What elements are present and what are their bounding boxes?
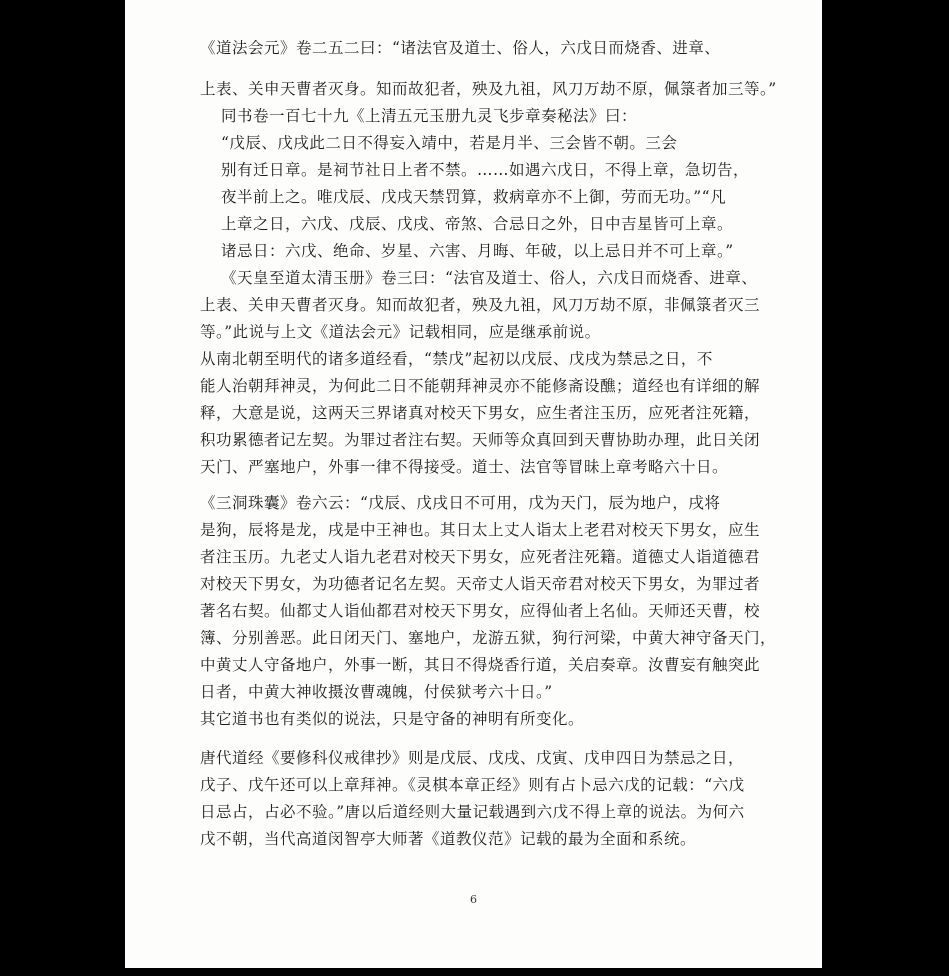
text-line: 能人治朝拜神灵，为何此二日不能朝拜神灵亦不能修斋设醮；道经也有详细的解 [200, 377, 761, 395]
text-line: 日者，中黄大神收摄汝曹魂魄，付侯狱考六十日。” [200, 683, 553, 701]
text-line: 释，大意是说，这两天三界诸真对校天下男女，应生者注玉历，应死者注死籍， [200, 404, 761, 422]
text-line: 唐代道经《要修科仪戒律抄》则是戊辰、戊戌、戊寅、戊申四日为禁忌之日， [200, 749, 745, 767]
text-line: 《三洞珠囊》卷六云：“戊辰、戊戌日不可用，戊为天门，辰为地户，戌将 [200, 494, 721, 512]
text-line: 《道法会元》卷二五二曰：“诸法官及道士、俗人，六戊日而烧香、进章、 [200, 39, 721, 57]
text-line: 中黄丈人守备地户，外事一断，其日不得烧香行道，关启奏章。汝曹妄有触突此 [200, 656, 761, 674]
text-line: 诸忌日：六戊、绝命、岁星、六害、月晦、年破，以上忌日并不可上章。” [221, 242, 734, 260]
text-line: 上表、关申天曹者灭身。知而故犯者，殃及九祖，风刀万劫不原，佩箓者加三等。” [200, 80, 777, 98]
text-line: 簿、分别善恶。此日闭天门、塞地户，龙游五狱，狗行河梁，中黄大神守备天门， [200, 629, 777, 647]
text-line: 夜半前上之。唯戊辰、戊戌天禁罚算，救病章亦不上御，劳而无功。”“凡 [221, 188, 727, 206]
text-line: 从南北朝至明代的诸多道经看，“禁戊”起初以戊辰、戊戌为禁忌之日，不 [200, 350, 713, 368]
text-line: 戊子、戊午还可以上章拜神。《灵棋本章正经》则有占卜忌六戊的记载：“六戊 [200, 776, 745, 794]
text-line: 上章之日，六戊、戊辰、戊戌、帝煞、合忌日之外，日中吉星皆可上章。 [221, 215, 734, 233]
text-line: 者注玉历。九老丈人诣九老君对校天下男女，应死者注死籍。道德丈人诣道德君 [200, 548, 761, 566]
page-number: 6 [470, 893, 477, 906]
text-line: 积功累德者记左契。为罪过者注右契。天师等众真回到天曹协助办理，此日关闭 [200, 431, 761, 449]
text-line: 日忌占，占必不验。”唐以后道经则大量记载遇到六戊不得上章的说法。为何六 [200, 803, 745, 821]
text-line: 上表、关申天曹者灭身。知而故犯者，殃及九祖，风刀万劫不原，非佩箓者灭三 [200, 296, 761, 314]
text-line: 天门、严塞地户，外事一律不得接受。道士、法官等冒昧上章考略六十日。 [200, 458, 729, 476]
text-line: 别有迁日章。是祠节社日上者不禁。……如遇六戊日，不得上章，急切告， [221, 161, 750, 179]
text-line: 对校天下男女，为功德者记名左契。天帝丈人诣天帝君对校天下男女，为罪过者 [200, 575, 761, 593]
text-line: 《天皇至道太清玉册》卷三曰：“法官及道士、俗人，六戊日而烧香、进章、 [221, 269, 758, 287]
text-line: 同书卷一百七十九《上清五元玉册九灵飞步章奏秘法》曰： [221, 107, 638, 125]
document-page [125, 0, 822, 968]
text-line: 著名右契。仙都丈人诣仙都君对校天下男女，应得仙者上名仙。天师还天曹，校 [200, 602, 761, 620]
text-line: 其它道书也有类似的说法，只是守备的神明有所变化。 [200, 710, 585, 728]
text-line: 等。”此说与上文《道法会元》记载相同，应是继承前说。 [200, 323, 601, 341]
text-line: “戊辰、戊戌此二日不得妄入靖中，若是月半、三会皆不朝。三会 [221, 134, 678, 152]
text-line: 是狗，辰将是龙，戌是中王神也。其日太上丈人诣太上老君对校天下男女，应生 [200, 521, 761, 539]
text-line: 戊不朝，当代高道闵智亭大师著《道教仪范》记载的最为全面和系统。 [200, 830, 697, 848]
